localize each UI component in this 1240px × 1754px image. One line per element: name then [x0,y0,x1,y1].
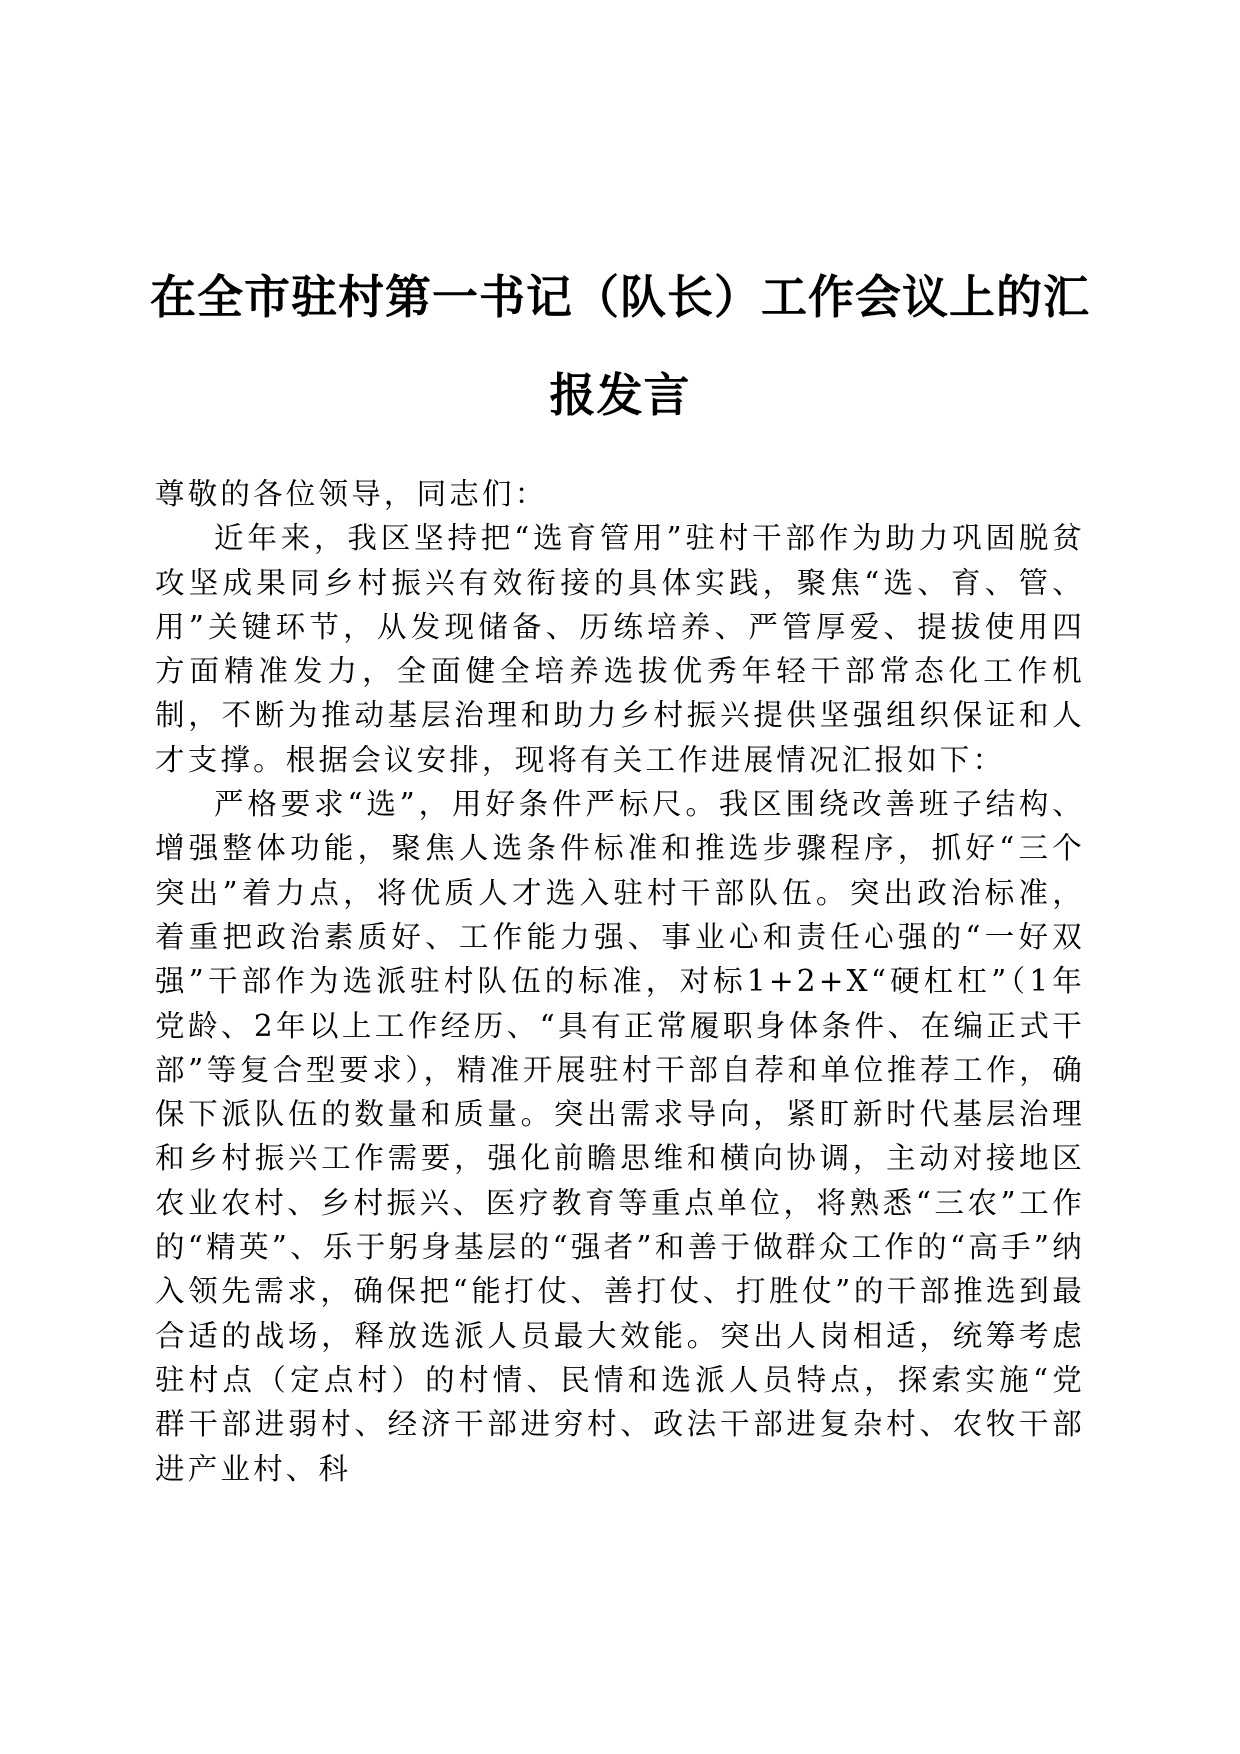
paragraph-intro: 近年来，我区坚持把“选育管用”驻村干部作为助力巩固脱贫攻坚成果同乡村振兴有效衔接的具体实践，聚焦“选、育、管、用”关键环节，从发现储备、历练培养、严管厚爱、提拔使用四方面精准发力，全面健全培养选拔优秀年轻干部常态化工作机制，不断为推动基层治理和助力乡村振兴提供坚强组织保证和人才支撑。根据会议安排，现将有关工作进展情况汇报如下： [155,521,1085,777]
paragraph-selection: 严格要求“选”，用好条件严标尺。我区围绕改善班子结构、增强整体功能，聚焦人选条件标准和推选步骤程序，抓好“三个突出”着力点，将优质人才选入驻村干部队伍。突出政治标准，着重把政治素质好、工作能力强、事业心和责任心强的“一好双强”干部作为选派驻村队伍的标准，对标1+2+X“硬杠杠”（1年党龄、2年以上工作经历、“具有正常履职身体条件、在编正式干部”等复合型要求），精准开展驻村干部自荐和单位推荐工作，确保下派队伍的数量和质量。突出需求导向，紧盯新时代基层治理和乡村振兴工作需要，强化前瞻思维和横向协调，主动对接地区农业农村、乡村振兴、医疗教育等重点单位，将熟悉“三农”工作的“精英”、乐于躬身基层的“强者”和善于做群众工作的“高手”纳入领先需求，确保把“能打仗、善打仗、打胜仗”的干部推选到最合适的战场，释放选派人员最大效能。突出人岗相适，统筹考虑驻村点（定点村）的村情、民情和选派人员特点，探索实施“党群干部进弱村、经济干部进穷村、政法干部进复杂村、农牧干部进产业村、科 [155,787,1085,1486]
document-body [155,472,1085,1491]
title-line-1: 在全市驻村第一书记（队长）工作会议上的汇 [150,270,1090,324]
title-line-2: 报发言 [549,368,691,422]
salutation: 尊敬的各位领导，同志们： [155,477,548,511]
document-title [150,248,1090,444]
